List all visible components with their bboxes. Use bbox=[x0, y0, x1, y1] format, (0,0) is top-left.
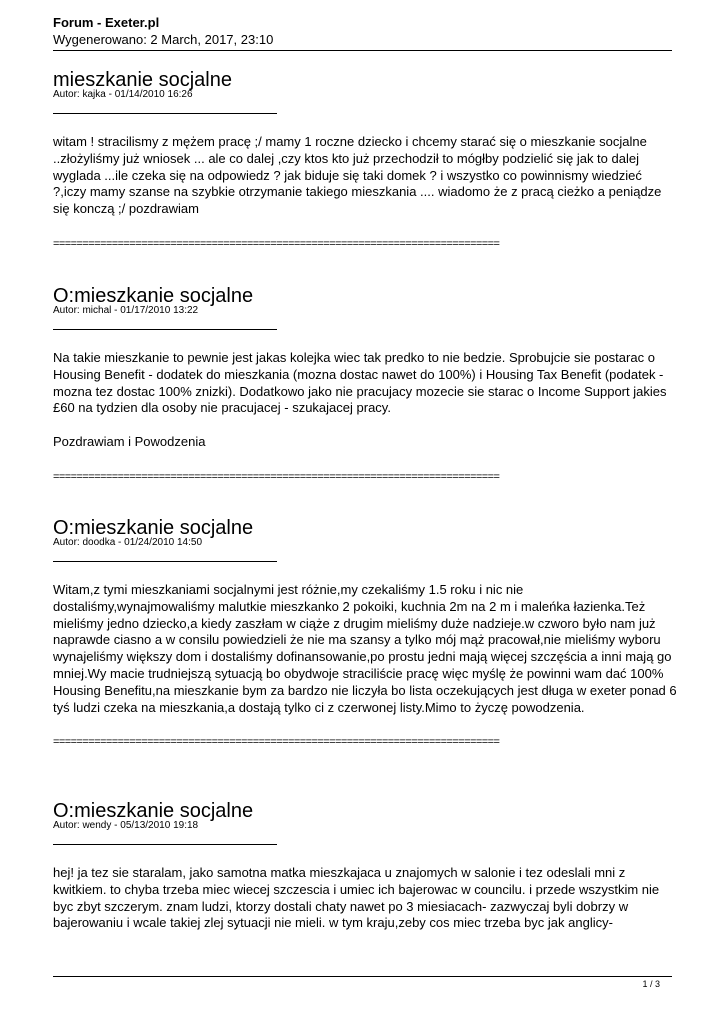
page-number: 1 / 3 bbox=[642, 979, 660, 989]
page-header bbox=[53, 14, 672, 48]
post-separator: ============================================================================ bbox=[53, 470, 500, 483]
post-body bbox=[53, 350, 678, 451]
site-title: Forum - Exeter.pl bbox=[53, 15, 160, 30]
post-author: Autor: wendy - 05/13/2010 19:18 bbox=[53, 820, 199, 831]
post-title: O:mieszkanie socjalne bbox=[53, 285, 254, 307]
post bbox=[53, 70, 678, 250]
post-separator: ============================================================================ bbox=[53, 237, 500, 250]
post-paragraph: Na takie mieszkanie to pewnie jest jakas kolejka wiec tak predko to nie bedzie. Sprobujcie sie postarac o Housing Benefit - dodatek do mieszkania (mozna dostac nawet do 100%) i Housing Tax Benefit (podatek - mozna tez dostac 100% znizki). Dodatkowo jako nie pracujacy mozecie sie starac o Income Support jakies £60 na tydzien dla osoby nie pracujacej - szukajacej pracy. bbox=[53, 350, 667, 416]
post-title: mieszkanie socjalne bbox=[53, 69, 232, 91]
header-divider bbox=[53, 50, 672, 51]
post bbox=[53, 286, 678, 483]
post-paragraph: hej! ja tez sie staralam, jako samotna matka mieszkajaca u znajomych w salonie i tez odeslali mni z kwitkiem. to chyba trzeba miec wiecej szczescia i umiec ich bajerowac w councilu. i przede wszystkim nie byc zbyt szczerym. znam ludzi, ktorzy dostali chaty nawet po 3 miesiacach- zazwyczaj byli dobrzy w bajerowaniu i wcale takiej zlej sytuacji nie mieli. w tym kraju,zeby cos miec trzeba byc jak anglicy- bbox=[53, 865, 660, 931]
footer-divider bbox=[53, 976, 672, 977]
post-author: Autor: doodka - 01/24/2010 14:50 bbox=[53, 537, 203, 548]
post-paragraph: witam ! stracilismy z mężem pracę ;/ mamy 1 roczne dziecko i chcemy starać się o mieszkanie socjalne ..złożyliśmy już wniosek ... ale co dalej ,czy ktos kto już przechodził to mógłby podzielić się jak to dalej wyglada ...ile czeka się na odpowiedz ? jak biduje się taki domek ? i wszystko co powinnismy wiedzieć ?,iczy mamy szanse na szybkie otrzymanie takiego mieszkania .... wiadomo że z pracą cieżko a peniądze się konczą ;/ pozdrawiam bbox=[53, 134, 662, 217]
post-paragraph: Pozdrawiam i Powodzenia bbox=[53, 433, 206, 449]
author-divider bbox=[53, 113, 277, 114]
author-divider bbox=[53, 561, 277, 562]
author-divider bbox=[53, 844, 277, 845]
post-paragraph: Witam,z tymi mieszkaniami socjalnymi jest różnie,my czekaliśmy 1.5 roku i nic nie dostaliśmy,wynajmowaliśmy malutkie mieszkanko 2 pokoiki, kuchnia 2m na 2 m i maleńka łazienka.Też mieliśmy jedno dziecko,a kiedy zaszłam w ciąże z drugim mieliśmy duże nadzieje.w czworo było nam już naprawde ciasno a w consilu powiedzieli że nie ma szansy a tylko mój mąż pracował,nie mieliśmy wyboru wynajeliśmy większy dom i dostaliśmy dofinansowanie,po prostu jedni mają więcej szczęścia a inni mają go mniej.Wy macie trudniejszą sytuacją bo obydwoje straciliście pracę więc myślę że powinni wam dać 100% Housing Benefitu,na mieszkanie bym za bardzo nie liczyła bo lista oczekujących jest długa w exeter ponad 6 tyś ludzi czeka na mieszkania,a dostają tylko ci z czerwonej listy.Mimo to życzę powodzenia. bbox=[53, 582, 677, 715]
post bbox=[53, 518, 678, 748]
post bbox=[53, 801, 678, 932]
post-body bbox=[53, 134, 678, 218]
post-title: O:mieszkanie socjalne bbox=[53, 517, 254, 539]
post-body bbox=[53, 865, 678, 932]
post-separator: ============================================================================ bbox=[53, 736, 500, 749]
post-author: Autor: michal - 01/17/2010 13:22 bbox=[53, 305, 199, 316]
post-title: O:mieszkanie socjalne bbox=[53, 800, 254, 822]
author-divider bbox=[53, 329, 277, 330]
generated-timestamp: Wygenerowano: 2 March, 2017, 23:10 bbox=[53, 32, 274, 47]
post-body bbox=[53, 582, 678, 716]
post-author: Autor: kajka - 01/14/2010 16:26 bbox=[53, 89, 193, 100]
